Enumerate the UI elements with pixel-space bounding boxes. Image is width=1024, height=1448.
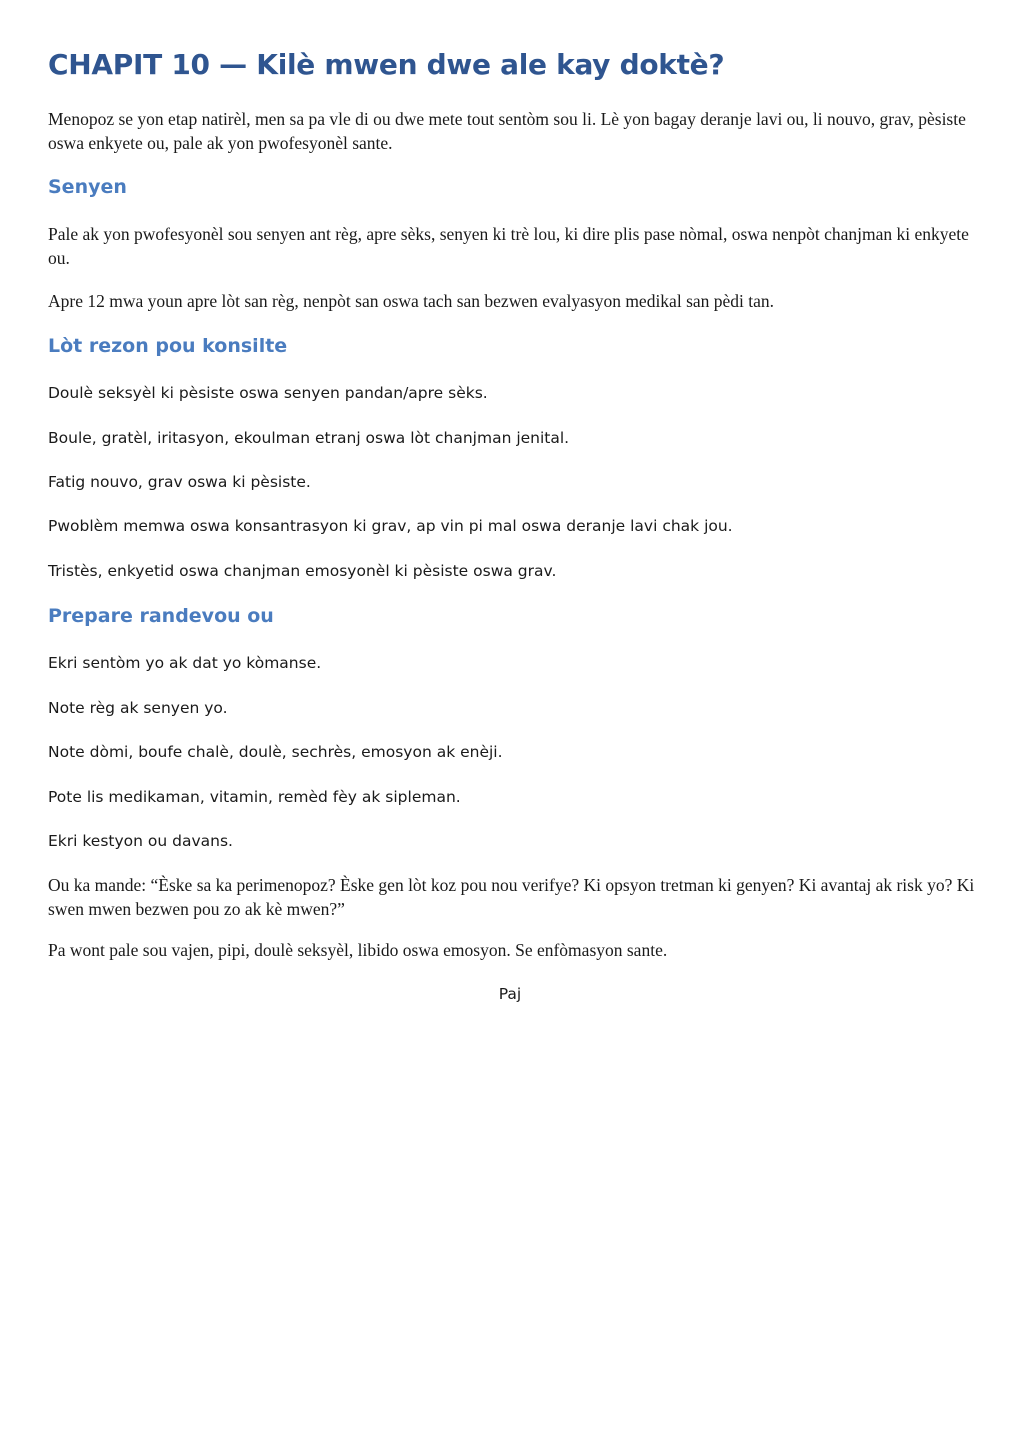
section-heading-prepare: Prepare randevou ou: [48, 605, 274, 627]
page-number-label: Paj: [498, 985, 522, 1003]
lot-rezon-item: Boule, gratèl, iritasyon, ekoulman etranj oswa lòt chanjman jenital.: [48, 429, 570, 447]
senyen-paragraph-2-block: [48, 290, 978, 314]
lot-rezon-item: Pwoblèm memwa oswa konsantrasyon ki grav, ap vin pi mal oswa deranje lavi chak jou.: [48, 517, 733, 535]
lot-rezon-item-5-block: [48, 560, 978, 582]
senyen-paragraph-2: Apre 12 mwa youn apre lòt san règ, nenpòt san oswa tach san bezwen evalyasyon medikal san pèdi tan.: [48, 291, 775, 311]
prepare-closing-block: [48, 939, 978, 963]
prepare-item: Pote lis medikaman, vitamin, remèd fèy ak sipleman.: [48, 788, 461, 806]
section-senyen: [48, 175, 978, 199]
section-lot-rezon: [48, 334, 978, 358]
prepare-item: Note dòmi, boufe chalè, doulè, sechrès, emosyon ak enèji.: [48, 743, 503, 761]
lot-rezon-item-1-block: [48, 382, 978, 404]
lot-rezon-item: Tristès, enkyetid oswa chanjman emosyonèl ki pèsiste oswa grav.: [48, 562, 557, 580]
document-page: [48, 0, 978, 1003]
lot-rezon-item: Fatig nouvo, grav oswa ki pèsiste.: [48, 473, 311, 491]
prepare-item-2-block: [48, 697, 978, 719]
lot-rezon-item-3-block: [48, 471, 978, 493]
prepare-item-5-block: [48, 830, 978, 852]
section-heading-lot-rezon: Lòt rezon pou konsilte: [48, 335, 288, 357]
prepare-item: Ekri kestyon ou davans.: [48, 832, 233, 850]
section-prepare: [48, 604, 978, 628]
prepare-questions-block: [48, 874, 978, 921]
prepare-item: Ekri sentòm yo ak dat yo kòmanse.: [48, 654, 322, 672]
page-footer: [48, 983, 972, 1005]
senyen-paragraph-1: Pale ak yon pwofesyonèl sou senyen ant règ, apre sèks, senyen ki trè lou, ki dire plis pase nòmal, oswa nenpòt chanjman ki enkyete ou.: [48, 224, 969, 268]
prepare-closing-paragraph: Pa wont pale sou vajen, pipi, doulè seksyèl, libido oswa emosyon. Se enfòmasyon sante.: [48, 940, 668, 960]
intro-paragraph-block: [48, 108, 978, 155]
prepare-item-3-block: [48, 741, 978, 763]
lot-rezon-item-4-block: [48, 515, 978, 537]
prepare-item-4-block: [48, 786, 978, 808]
prepare-item: Note règ ak senyen yo.: [48, 699, 228, 717]
lot-rezon-item-2-block: [48, 427, 978, 449]
chapter-title: CHAPIT 10 — Kilè mwen dwe ale kay doktè?: [48, 48, 725, 81]
intro-paragraph: Menopoz se yon etap natirèl, men sa pa vle di ou dwe mete tout sentòm sou li. Lè yon bagay deranje lavi ou, li nouvo, grav, pèsiste oswa enkyete ou, pale ak yon pwofesyonèl sante.: [48, 109, 966, 153]
senyen-paragraph-1-block: [48, 223, 978, 270]
section-heading-senyen: Senyen: [48, 176, 127, 198]
prepare-item-1-block: [48, 652, 978, 674]
prepare-questions-paragraph: Ou ka mande: “Èske sa ka perimenopoz? Èske gen lòt koz pou nou verifye? Ki opsyon tretman ki genyen? Ki avantaj ak risk yo? Ki swen mwen bezwen pou zo ak kè mwen?”: [48, 875, 975, 919]
lot-rezon-item: Doulè seksyèl ki pèsiste oswa senyen pandan/apre sèks.: [48, 384, 488, 402]
